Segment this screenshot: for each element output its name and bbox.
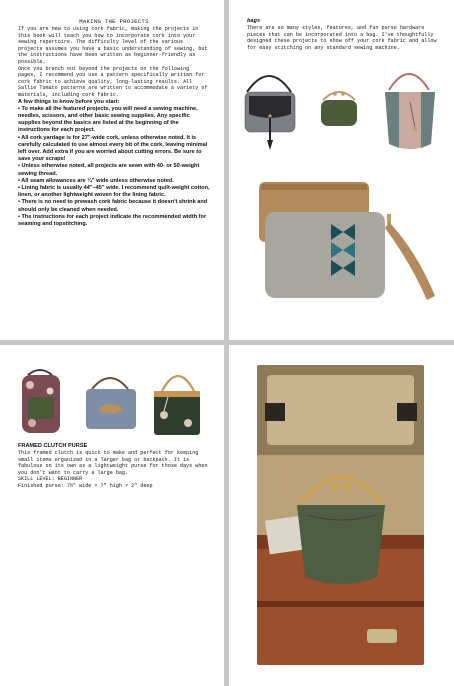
grey-wristlet-image xyxy=(265,212,435,300)
page-title: MAKING THE PROJECTS xyxy=(79,18,149,25)
page-bags xyxy=(229,0,454,340)
section-intro: There are so many styles, features, and fun purse hardware pieces that can be incorporated into a bag. I've thoughtfully designed these projects to show off your cork fabric and allow for easy stitching on any standard sewing machine. xyxy=(247,25,437,51)
framed-clutch-photo xyxy=(257,365,424,665)
project-description: This framed clutch is quick to make and perfect for keeping small items organized in a larger bag or backpack. It is fabulous on its own as a lightweight purse for those days when you don't want to carry a large bag. xyxy=(18,450,208,476)
page-making-the-projects xyxy=(0,0,224,340)
floral-backpack-image xyxy=(22,370,60,433)
bullet-item: • To make all the featured projects, you will need a sewing machine, needles, scissors, and other basic sewing supplies. Any specific supplies beyond the basics are listed at the beginning of the instructions for each project. xyxy=(18,105,198,134)
intro-paragraph: If you are new to using cork fabric, making the projects in this book will teach you how to incorporate cork into your sewing repertoire. The difficulty level of the various projects assumes you have a basic understanding of sewing, but the instructions have been written as beginner-friendly as possible. xyxy=(18,26,208,65)
page-clutch-photo xyxy=(229,345,454,686)
bullet-item: • There is no need to prewash cork fabric because it doesn't shrink and should only be cleaned when needed. xyxy=(18,199,208,213)
section-heading: bags xyxy=(247,18,261,24)
green-frame-purse-image xyxy=(321,92,357,126)
bullet-item: • Lining fabric is usually 44"–45" wide. I recommend quilt-weight cotton, linen, or another lightweight woven for the lining fabric. xyxy=(18,184,210,199)
bullet-item: • The instructions for each project indicate the recommended width for seaming and topstitching. xyxy=(18,213,207,227)
second-paragraph: Once you branch out beyond the projects on the following pages, I recommend you use a pattern specifically written for cork fabric to achieve quality, long-lasting results. All Sallie Tomato patterns are written to accommodate a variety of materials, including cork fabric. xyxy=(18,65,208,98)
bullet-item: • All seam allowances are ¼" wide unless otherwise noted. xyxy=(18,177,174,184)
page1-text xyxy=(18,18,210,228)
tweed-crossbody-bag-image xyxy=(245,76,295,150)
bags-photo-collage xyxy=(239,62,444,312)
bag-thumbnails xyxy=(14,363,210,441)
know-heading: A few things to know before you start: xyxy=(18,98,120,105)
bucket-bag-image xyxy=(385,74,435,149)
page2-text xyxy=(247,18,437,51)
project-heading: FRAMED CLUTCH PURSE xyxy=(18,443,88,449)
bullet-item: • Unless otherwise noted, all projects are sewn with 40- or 50-weight sewing thread. xyxy=(18,163,200,177)
page3-text xyxy=(18,443,208,490)
denim-cork-tote-image xyxy=(86,378,136,429)
green-floral-tote-image xyxy=(154,376,200,435)
skill-level: SKILL LEVEL: BEGINNER xyxy=(18,476,83,483)
finished-size: Finished purse: 7½" wide × 7" high × 2" deep xyxy=(18,482,153,489)
page-framed-clutch xyxy=(0,345,224,686)
bullet-item: • All cork yardage is for 27"-wide cork, unless otherwise noted. It is carefully calculated to use almost every bit of the cork, leaving minimal left over. Add extra if you are worried about cutting errors. Be sure to save your scraps! xyxy=(18,134,208,163)
